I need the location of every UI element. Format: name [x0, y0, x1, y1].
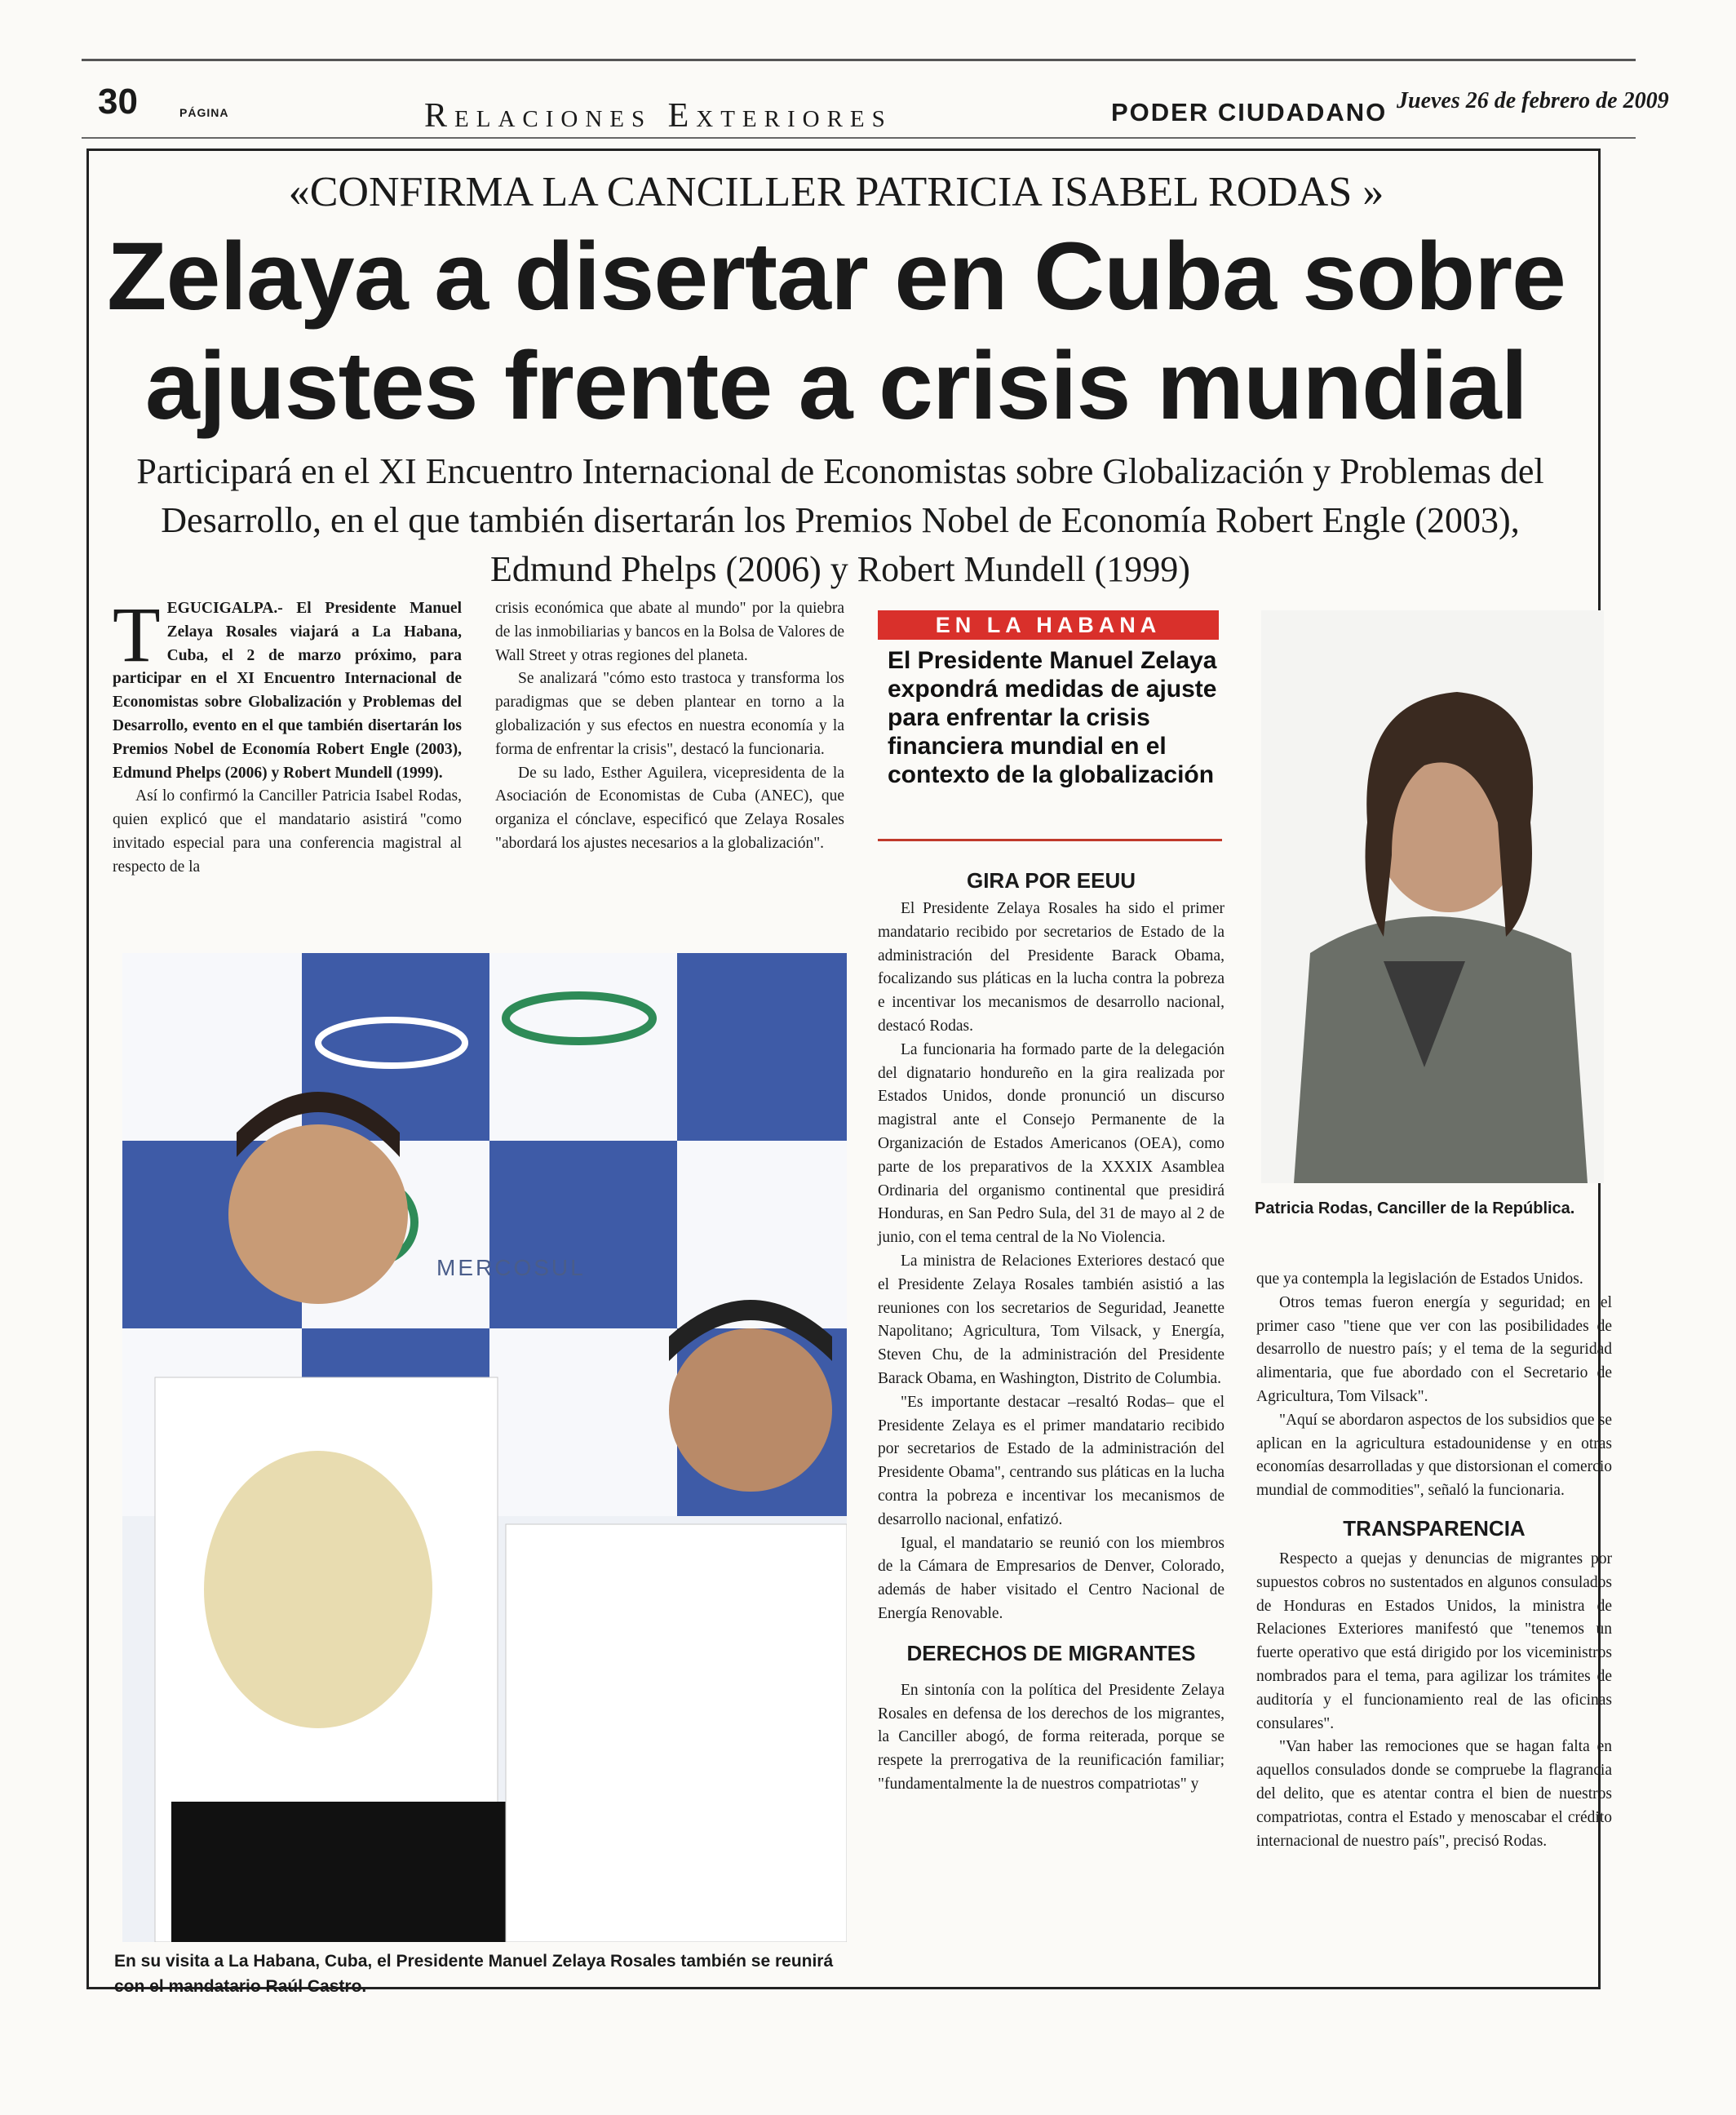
portrait-illustration [1261, 610, 1604, 1183]
mercosul-banner-text: MERCOSUL [436, 1255, 586, 1280]
body-paragraph: De su lado, Esther Aguilera, vicepresidenta de la Asociación de Economistas de Cuba (ANEC), que organiza el cónclave, especificó que Zelaya Rosales "abordará los ajustes necesarios a la globalización". [495, 764, 844, 852]
body-paragraph: "Es importante destacar –resaltó Rodas– que el Presidente Zelaya es el primer mandatario recibido por secretarios de Estado de la administración del Presidente Obama", centrando sus pláticas en la lucha contra la pobreza e incentivar los mecanismos de desarrollo nacional, enfatizó. [878, 1393, 1224, 1528]
subhead-transparencia: TRANSPARENCIA [1343, 1515, 1526, 1541]
page-number: 30 [98, 82, 138, 122]
body-paragraph: "Van haber las remociones que se hagan falta en aquellos consulados donde se compruebe la flagrancia del delito, que es atentar contra el bien de nuestros compatriotas, contra el Estado y menoscabar el crédito internacional de nuestro país", precisó Rodas. [1256, 1738, 1612, 1850]
body-paragraph: que ya contempla la legislación de Estados Unidos. [1256, 1270, 1583, 1288]
headline-line-1: Zelaya a disertar en Cuba sobre [107, 223, 1566, 330]
issue-date: Jueves 26 de febrero de 2009 [1397, 88, 1669, 113]
body-column-3 [878, 898, 1224, 1797]
body-paragraph: En sintonía con la política del Presidente Zelaya Rosales en defensa de los derechos de los migrantes, la Canciller abogó, de forma reiterada, porque se respete la prerrogativa de la reunificación familiar; "fundamentalmente la de nuestros compatriotas" y [878, 1681, 1224, 1793]
page-word: PÁGINA [179, 106, 229, 119]
subhead-gira-por-eeuu: GIRA POR EEUU [966, 868, 1136, 893]
body-paragraph: Respecto a quejas y denuncias de migrantes por supuestos cobros no sustentados en algunos consulados de Honduras en Estados Unidos, la ministra de Relaciones Exteriores manifestó que "tenemos un fuerte operativo que está dirigido por los viceministros nombrados para el tema, para agilizar los trámites de auditoría y el funcionamiento real de las oficinas consulares". [1256, 1550, 1612, 1732]
body-paragraph: "Aquí se abordaron aspectos de los subsidios que se aplican en la agricultura estadounidense y en otras economías desarrolladas y que distorsionan el comercio mundial de commodities", señaló la funcionaria. [1256, 1411, 1612, 1500]
subhead-derechos-de-migrantes: DERECHOS DE MIGRANTES [906, 1640, 1196, 1665]
pull-quote-rule [878, 839, 1222, 841]
pull-quote-text: El Presidente Manuel Zelaya expondrá medidas de ajuste para enfrentar la crisis financiera mundial en el contexto de la globalización [888, 647, 1217, 788]
body-paragraph: El Presidente Zelaya Rosales ha sido el primer mandatario recibido por secretarios de Estado de la administración del Presidente Barack Obama, focalizando sus pláticas en la lucha contra la pobreza e incentivar los mecanismos de desarrollo nacional, destacó Rodas. [878, 900, 1224, 1035]
body-paragraph: crisis económica que abate al mundo" por la quiebra de las inmobiliarias y bancos en la Bolsa de Valores de Wall Street y otras regiones del planeta. [495, 600, 844, 664]
header-rule [82, 137, 1636, 139]
photo-illustration [122, 953, 847, 1942]
photo-caption-main: En su visita a La Habana, Cuba, el Presidente Manuel Zelaya Rosales también se reunirá con el mandatario Raúl Castro. [114, 1952, 834, 1996]
body-paragraph: Se analizará "cómo esto trastoca y transforma los paradigmas que se deben plantear en torno a la globalización y sus efectos en nuestra economía y la forma de enfrentar la crisis", destacó la funcionaria. [495, 670, 844, 758]
article-deck [106, 447, 1574, 594]
deck-line-2: Desarrollo, en el que también disertarán los Premios Nobel de Economía Robert Engle (2003), [161, 500, 1520, 540]
headline-line-2: ajustes frente a crisis mundial [144, 332, 1528, 440]
pull-quote-label: EN LA HABANA [878, 610, 1219, 640]
body-column-1 [113, 591, 462, 880]
photo-caption-portrait: Patricia Rodas, Canciller de la República. [1255, 1199, 1575, 1217]
body-paragraph: Igual, el mandatario se reunió con los miembros de la Cámara de Empresarios de Denver, Colorado, además de haber visitado el Centro Nacional de Energía Renovable. [878, 1534, 1224, 1622]
photo-zelaya-castro [122, 953, 847, 1942]
body-paragraph: Otros temas fueron energía y seguridad; en el primer caso "tiene que ver con las posibilidades de desarrollo de nuestro país; y el tema de la seguridad alimentaria, que fue abordado con el Secretario de Agricultura, Tom Vilsack". [1256, 1293, 1612, 1405]
body-paragraph: La ministra de Relaciones Exteriores destacó que el Presidente Zelaya Rosales también asistió a las reuniones con los secretarios de Seguridad, Jeanette Napolitano; Agricultura, Tom Vilsack, y Energía, Steven Chu, de la administración del Presidente Barack Obama, en Washington, Distrito de Columbia. [878, 1252, 1224, 1387]
top-rule [82, 59, 1636, 61]
deck-line-1: Participará en el XI Encuentro Internacional de Economistas sobre Globalización y Problemas del [136, 451, 1544, 491]
drop-cap: T [113, 591, 161, 678]
article-kicker: «CONFIRMA LA CANCILLER PATRICIA ISABEL RODAS » [288, 169, 1384, 215]
body-column-2 [495, 597, 844, 856]
section-title: Relaciones Exteriores [424, 97, 892, 135]
body-paragraph: La funcionaria ha formado parte de la delegación del dignatario hondureño en la gira realizada por Estados Unidos, donde pronunció un discurso magistral ante el Consejo Permanente de la Organización de Estados Americanos (OEA), como parte de los preparativos de la XXXIX Asamblea Ordinaria del organismo continental que presidirá Honduras, en San Pedro Sula, del 31 de mayo al 2 de junio, con el tema central de la No Violencia. [878, 1040, 1224, 1247]
body-column-4 [1256, 1268, 1612, 1853]
photo-patricia-rodas [1261, 610, 1604, 1183]
body-paragraph: Así lo confirmó la Canciller Patricia Isabel Rodas, quien explicó que el mandatario asistirá "como invitado especial para una conferencia magistral al respecto de la [113, 787, 462, 876]
deck-line-3: Edmund Phelps (2006) y Robert Mundell (1999) [490, 549, 1190, 589]
lead-text: EGUCIGALPA.- El Presidente Manuel Zelaya Rosales viajará a La Habana, Cuba, el 2 de marzo próximo, para participar en el XI Encuentro Internacional de Economistas sobre Globalización y Problemas del Desarrollo, evento en el que también disertarán los Premios Nobel de Economía Robert Engle (2003), Edmund Phelps (2006) y Robert Mundell (1999). [113, 600, 462, 782]
article-headline [83, 222, 1589, 441]
body-paragraph [113, 591, 462, 785]
publication-name: PODER CIUDADANO [1111, 98, 1388, 126]
